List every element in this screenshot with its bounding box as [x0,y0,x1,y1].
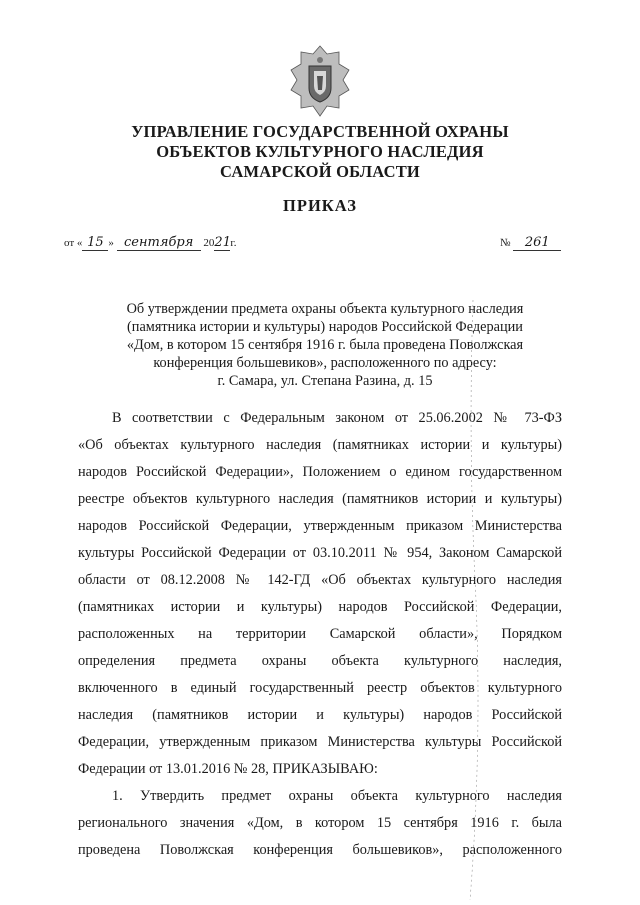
order-number [500,236,561,251]
scan-artifact-line [458,300,488,900]
body-line: культуры Российской Федерации от 03.10.2011 № 954, Законом Самарской [78,545,562,561]
subject-line: Об утверждении предмета охраны объекта культурного наследия [126,301,524,317]
order-date [64,236,236,251]
body-line: В соответствии с Федеральным законом от 25.06.2002 № 73-ФЗ [112,410,562,426]
body-line: «Об объектах культурного наследия (памятниках истории и культуры) [78,437,562,453]
date-month: сентября [117,236,201,251]
date-mid: » [108,237,114,249]
date-day: 15 [82,236,108,251]
organization-name-line-1: УПРАВЛЕНИЕ ГОСУДАРСТВЕННОЙ ОХРАНЫ [131,122,509,141]
organization-name-line-3: САМАРСКОЙ ОБЛАСТИ [220,162,420,181]
coat-of-arms-emblem [287,44,353,118]
body-line: расположенных на территории Самарской области», Порядком [78,626,562,642]
document-type-title: ПРИКАЗ [283,196,357,215]
body-line: 1. Утвердить предмет охраны объекта культурного наследия [112,788,562,804]
body-line: регионального значения «Дом, в котором 15 сентября 1916 г. была [78,815,562,831]
body-line: определения предмета охраны объекта культурного наследия, [78,653,562,669]
organization-name-line-2: ОБЪЕКТОВ КУЛЬТУРНОГО НАСЛЕДИЯ [156,142,484,161]
date-year-prefix: 20 [203,237,215,249]
order-subject [90,300,560,390]
number-prefix: № [500,237,511,249]
body-line: народов Российской Федерации», Положением о едином государственном [78,464,562,480]
subject-line: (памятника истории и культуры) народов Российской Федерации [127,319,523,335]
subject-line: г. Самара, ул. Степана Разина, д. 15 [217,373,433,389]
number-value: 261 [513,236,561,251]
order-body [78,405,562,864]
body-line: включенного в единый государственный реестр объектов культурного [78,680,562,696]
date-prefix: от « [64,237,83,249]
date-suffix: г. [230,237,237,249]
body-line: Федерации, утвержденным приказом Министерства культуры Российской [78,734,562,750]
body-line: области от 08.12.2008 № 142-ГД «Об объектах культурного наследия [78,572,562,588]
body-line: проведена Поволжская конференция большевиков», расположенного [78,842,562,858]
body-line: Федерации от 13.01.2016 № 28, ПРИКАЗЫВАЮ: [78,761,378,777]
body-line: наследия (памятников истории и культуры) народов Российской [78,707,562,723]
subject-line: «Дом, в котором 15 сентября 1916 г. была проведена Поволжская [126,337,524,353]
date-year-suffix: 21 [214,235,231,250]
body-line: реестре объектов культурного наследия (памятников истории и культуры) [78,491,562,507]
body-line: (памятниках истории и культуры) народов Российской Федерации, [78,599,562,615]
body-line: народов Российской Федерации, утвержденным приказом Министерства [78,518,562,534]
subject-line: конференция большевиков», расположенного по адресу: [153,355,497,371]
